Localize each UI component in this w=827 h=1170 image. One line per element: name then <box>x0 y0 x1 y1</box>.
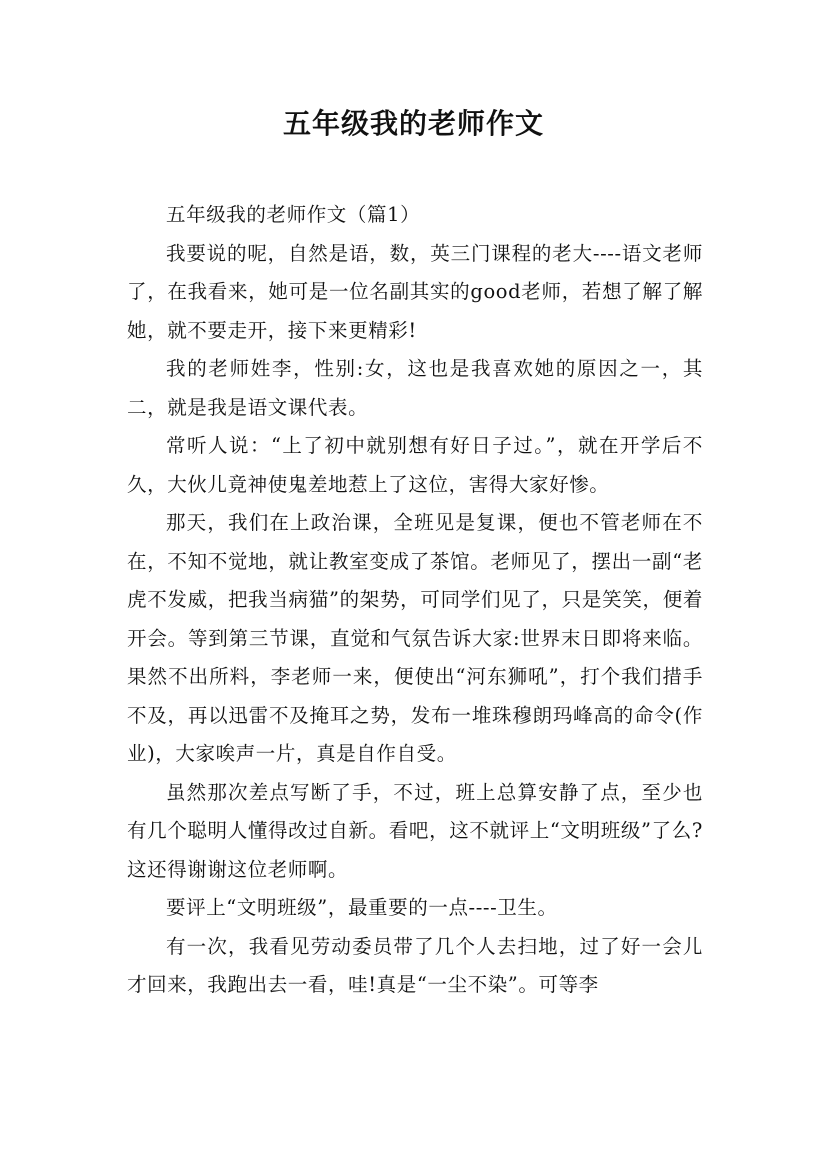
paragraph-heard-saying: 常听人说：“上了初中就别想有好日子过。”，就在开学后不久，大伙儿竟神使鬼差地惹上了这位，害得大家好惨。 <box>127 434 703 496</box>
paragraph-civilized-class: 虽然那次差点写断了手，不过，班上总算安静了点，至少也有几个聪明人懂得改过自新。看吧，这不就评上“文明班级”了么?这还得谢谢这位老师啊。 <box>127 780 703 881</box>
paragraph-sweeping: 有一次，我看见劳动委员带了几个人去扫地，过了好一会儿才回来，我跑出去一看，哇!真是“一尘不染”。可等李 <box>127 934 703 996</box>
paragraph-hygiene: 要评上“文明班级”，最重要的一点----卫生。 <box>166 896 558 919</box>
paragraph-intro: 我要说的呢，自然是语，数，英三门课程的老大----语文老师了，在我看来，她可是一位名副其实的good老师，若想了解了解她，就不要走开，接下来更精彩! <box>127 241 703 342</box>
paragraph-teacher-info: 我的老师姓李，性别:女，这也是我喜欢她的原因之一，其二，就是我是语文课代表。 <box>127 357 703 419</box>
paragraph-politics-class: 那天，我们在上政治课，全班见是复课，便也不管老师在不在，不知不觉地，就让教室变成了茶馆。老师见了，摆出一副“老虎不发威，把我当病猫”的架势，可同学们见了，只是笑笑，便着开会。等到第三节课，直觉和气氛告诉大家:世界末日即将来临。果然不出所料，李老师一来，便使出“河东狮吼”，打个我们措手不及，再以迅雷不及掩耳之势，发布一堆珠穆朗玛峰高的命令(作业)，大家唉声一片，真是自作自受。 <box>127 511 703 765</box>
section-heading: 五年级我的老师作文（篇1） <box>166 203 421 226</box>
document-title: 五年级我的老师作文 <box>282 107 544 140</box>
document-body <box>127 196 703 1005</box>
